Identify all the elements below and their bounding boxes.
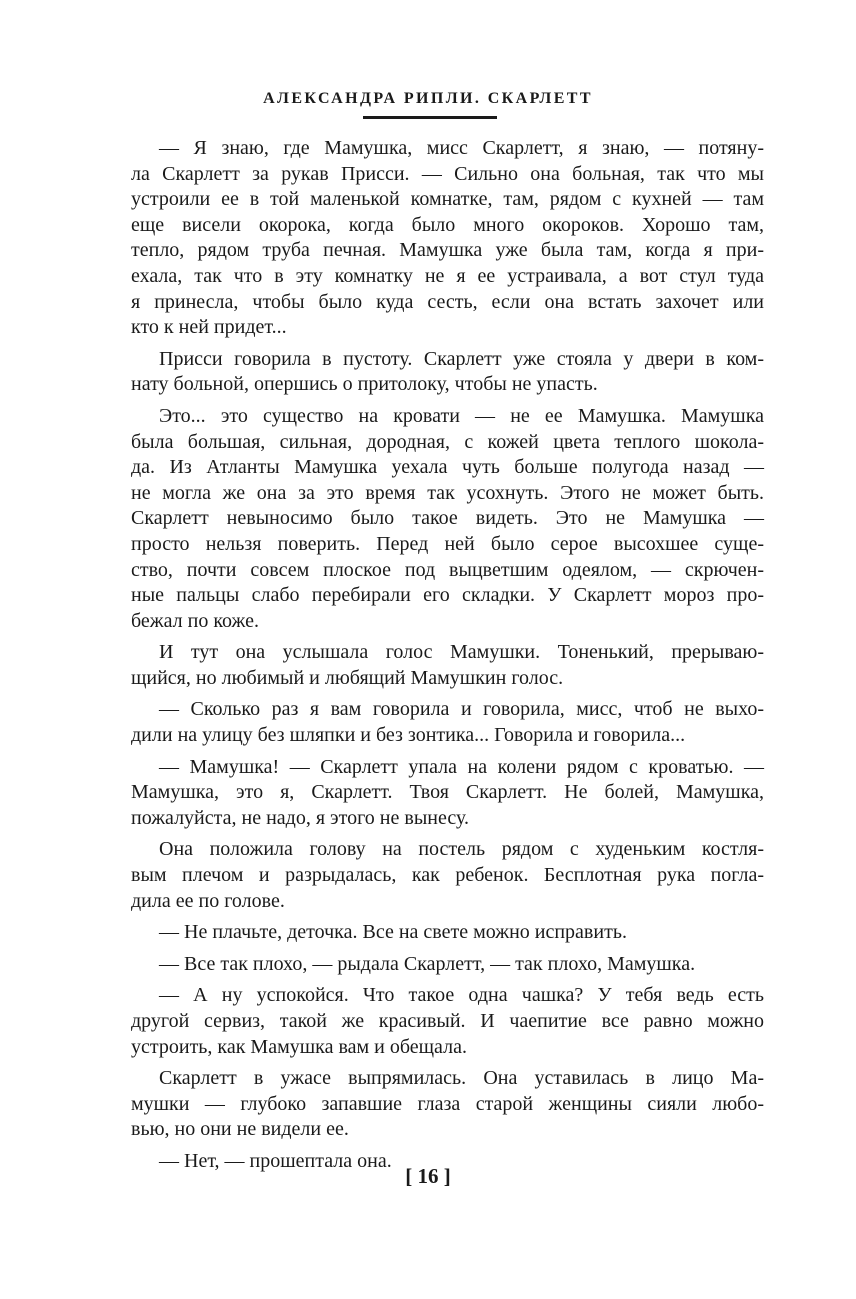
page-number: [ 16 ] [405, 1164, 451, 1188]
paragraph [131, 640, 764, 691]
text-line: Мамушка, это я, Скарлетт. Твоя Скарлетт. Не болей, Мамушка, [131, 781, 764, 804]
text-line: была большая, сильная, дородная, с кожей цвета теплого шокола- [131, 430, 764, 453]
text-line: дила ее по голове. [131, 889, 285, 912]
text-line: просто нельзя поверить. Перед ней было серое высохшее суще- [131, 532, 764, 555]
text-line: вью, но они не видели ее. [131, 1118, 349, 1141]
text-line: — Не плачьте, деточка. Все на свете можно исправить. [159, 921, 627, 944]
text-line: вым плечом и разрыдалась, как ребенок. Бесплотная рука погла- [131, 864, 764, 887]
paragraph [131, 697, 764, 748]
text-line: другой сервиз, такой же красивый. И чаепитие все равно можно [131, 1010, 764, 1032]
text-line: дили на улицу без шляпки и без зонтика... Говорила и говорила... [131, 724, 686, 747]
text-line: не могла же она за это время так усохнуть. Этого не может быть. [131, 481, 764, 504]
paragraph [131, 983, 764, 1060]
text-line: ство, почти совсем плоское под выцветшим одеялом, — скрючен- [131, 558, 764, 581]
text-line: Присси говорила в пустоту. Скарлетт уже стояла у двери в ком- [159, 347, 764, 370]
paragraph [131, 920, 764, 946]
text-line: кто к ней придет... [131, 316, 287, 339]
text-line: тепло, рядом труба печная. Мамушка уже была там, когда я при- [131, 239, 764, 262]
text-line: — Сколько раз я вам говорила и говорила, мисс, чтоб не выхо- [159, 698, 764, 721]
text-line: бежал по коже. [131, 609, 259, 632]
paragraph [131, 404, 764, 634]
text-line: Это... это существо на кровати — не ее Мамушка. Мамушка [159, 404, 764, 427]
text-line: я принесла, чтобы было куда сесть, если она встать захочет или [131, 290, 764, 313]
text-line: — Все так плохо, — рыдала Скарлетт, — так плохо, Мамушка. [159, 952, 696, 975]
text-line: — А ну успокойся. Что такое одна чашка? У тебя ведь есть [159, 984, 764, 1007]
paragraph [131, 755, 764, 832]
paragraph [131, 952, 764, 978]
text-line: Скарлетт в ужасе выпрямилась. Она уставилась в лицо Ма- [159, 1067, 764, 1090]
text-line: ехала, так что в эту комнатку не я ее устраивала, а вот стул туда [131, 264, 764, 287]
text-line: Она положила голову на постель рядом с худеньким костля- [159, 838, 764, 861]
text-line: пожалуйста, не надо, я этого не вынесу. [131, 806, 469, 829]
text-line: еще висели окорока, когда было много окороков. Хорошо там, [131, 213, 764, 236]
paragraph [131, 1066, 764, 1143]
text-line: нату больной, опершись о притолоку, чтобы не упасть. [131, 373, 598, 396]
paragraph [131, 136, 764, 341]
text-line: ла Скарлетт за рукав Присси. — Сильно она больная, так что мы [131, 162, 764, 185]
body-text [131, 136, 764, 1175]
text-line: щийся, но любимый и любящий Мамушкин голос. [131, 666, 564, 689]
text-line: устроили ее в той маленькой комнатке, там, рядом с кухней — там [131, 188, 764, 211]
text-line: устроить, как Мамушка вам и обещала. [131, 1035, 467, 1058]
text-line: ные пальцы слабо перебирали его складки. У Скарлетт мороз про- [131, 584, 764, 607]
text-line: мушки — глубоко запавшие глаза старой женщины сияли любо- [131, 1092, 764, 1115]
running-header: АЛЕКСАНДРА РИПЛИ. СКАРЛЕТТ [263, 90, 593, 107]
paragraph [131, 347, 764, 398]
text-line: Скарлетт невыносимо было такое видеть. Это не Мамушка — [131, 507, 764, 530]
text-line: — Я знаю, где Мамушка, мисс Скарлетт, я знаю, — потяну- [159, 137, 764, 159]
text-line: — Нет, — прошептала она. [159, 1149, 392, 1172]
text-line: И тут она услышала голос Мамушки. Тоненький, прерываю- [159, 641, 764, 664]
header-rule [363, 116, 497, 119]
text-line: — Мамушка! — Скарлетт упала на колени рядом с кроватью. — [159, 755, 764, 778]
text-line: да. Из Атланты Мамушка уехала чуть больше полугода назад — [131, 456, 764, 479]
paragraph [131, 837, 764, 914]
